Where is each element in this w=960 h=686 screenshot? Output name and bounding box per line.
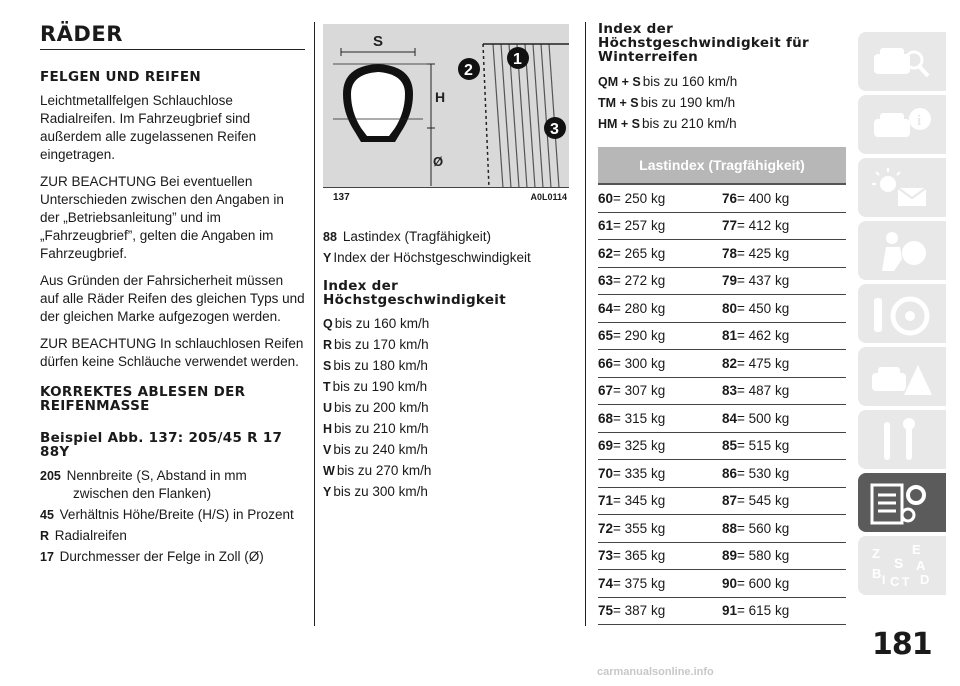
list-item [323,336,567,354]
load-value: = 500 kg [737,410,790,426]
tab-specifications[interactable] [858,473,946,532]
item-value: bis zu 210 km/h [642,116,737,131]
list-item [598,73,848,91]
column-divider-2 [585,22,586,626]
tab-car-search[interactable] [858,32,946,91]
load-value: = 475 kg [737,355,790,371]
load-index: 67 [598,383,614,399]
warning-lights-icon [870,166,934,210]
table-cell [598,218,722,233]
table-cell [598,356,722,371]
table-cell [598,273,722,288]
item-value: Nennbreite (S, Abstand in mm zwischen den Flanken) [66,468,247,501]
table-cell [598,521,722,536]
speed-index-list [323,315,567,501]
item-key: 205 [40,469,61,483]
table-row [598,350,846,378]
chapter-tabs [858,32,946,599]
watermark: carmanualsonline.info [597,666,714,678]
table-cell [722,576,846,591]
column-divider-1 [314,22,315,626]
item-value: bis zu 200 km/h [334,400,429,415]
load-index: 78 [722,245,738,261]
item-key: U [323,401,333,415]
table-row [598,598,846,626]
load-value: = 530 kg [737,465,790,481]
svg-text:E: E [912,544,921,557]
table-cell [598,493,722,508]
tab-breakdown[interactable] [858,347,946,406]
item-value: bis zu 210 km/h [334,421,429,436]
load-index: 79 [722,273,738,289]
list-item [40,527,305,545]
list-item [598,115,848,133]
table-cell [722,521,846,536]
item-key: Y [323,251,332,265]
load-index: 74 [598,575,614,591]
load-index: 91 [722,603,738,619]
column-2 [323,24,567,505]
table-row [598,433,846,461]
car-breakdown-icon [870,355,934,399]
car-search-icon [870,40,934,84]
load-index: 87 [722,493,738,509]
load-value: = 560 kg [737,520,790,536]
section-heading-winter: Index der Höchstgeschwindigkeit für Winterreifen [598,21,810,65]
load-index-table [598,147,846,625]
table-row [598,405,846,433]
table-row [598,295,846,323]
load-index: 72 [598,520,614,536]
tire-figure [323,24,569,210]
item-key: 45 [40,508,54,522]
tab-warning-lights[interactable] [858,158,946,217]
load-value: = 515 kg [737,438,790,454]
load-index: 77 [722,218,738,234]
load-value: = 290 kg [613,328,666,344]
table-cell [722,328,846,343]
load-index: 69 [598,438,614,454]
item-value: bis zu 300 km/h [333,484,428,499]
table-cell [722,493,846,508]
winter-speed-list [598,73,848,133]
item-key: 17 [40,550,54,564]
svg-text:A: A [916,558,926,573]
paragraph-4: ZUR BEACHTUNG In schlauchlosen Reifen dürfen keine Schläuche verwendet werden. [40,336,304,369]
label-s: S [373,33,384,50]
table-row [598,323,846,351]
list-item [323,228,567,246]
load-value: = 345 kg [613,493,666,509]
tab-airbag[interactable] [858,221,946,280]
list-item [40,548,305,566]
load-value: = 375 kg [613,575,666,591]
label-diameter: Ø [433,154,444,169]
airbag-person-icon [870,229,934,273]
callout-3: 3 [550,121,559,138]
figure-caption-bar [323,187,569,210]
list-item [323,378,567,396]
table-row [598,213,846,241]
tools-icon [870,418,934,462]
svg-text:D: D [920,572,930,587]
list-item [323,441,567,459]
item-key: R [40,529,50,543]
load-index: 90 [722,575,738,591]
load-value: = 425 kg [737,245,790,261]
list-item [323,462,567,480]
load-index: 83 [722,383,738,399]
label-h: H [435,89,446,105]
tire-code-list [40,467,305,566]
paragraph-2: ZUR BEACHTUNG Bei eventuellen Unterschieden zwischen den Angaben in der „Betriebsanleitung” und im „Fahrzeugbrief”, gelten die Angaben im Fahrzeugbrief. [40,174,284,261]
tire-cross-section-diagram [323,24,569,188]
table-cell [598,576,722,591]
load-value: = 580 kg [737,548,790,564]
column-1 [40,22,305,570]
load-index: 76 [722,190,738,206]
paragraph-3: Aus Gründen der Fahrsicherheit müssen auf alle Räder Reifen des gleichen Typs und der gleichen Marke aufgezogen werden. [40,273,305,324]
load-index: 70 [598,465,614,481]
item-value: bis zu 190 km/h [640,95,736,110]
item-key: Q [323,317,333,331]
table-cell [598,603,722,618]
item-value: bis zu 170 km/h [334,337,429,352]
table-cell [722,301,846,316]
table-cell [598,438,722,453]
load-index: 60 [598,190,614,206]
section-heading-felgen: FELGEN UND REIFEN [40,69,201,85]
load-index: 81 [722,328,738,344]
item-value: bis zu 180 km/h [333,358,428,373]
load-value: = 272 kg [613,273,666,289]
svg-text:C: C [890,574,900,588]
table-cell [598,246,722,261]
load-index: 89 [722,548,738,564]
load-index: 73 [598,548,614,564]
item-key: HM + S [598,117,641,131]
load-value: = 450 kg [737,300,790,316]
item-value: Verhältnis Höhe/Breite (H/S) in Prozent [59,507,294,522]
load-index: 61 [598,218,614,234]
car-info-icon [870,103,934,147]
list-item [40,467,305,503]
load-value: = 437 kg [737,273,790,289]
load-value: = 257 kg [613,218,666,234]
load-value: = 325 kg [613,438,666,454]
item-value: bis zu 190 km/h [332,379,428,394]
load-value: = 307 kg [613,383,666,399]
list-item [323,249,567,267]
load-value: = 265 kg [613,245,666,261]
item-value: bis zu 160 km/h [642,74,738,89]
steering-wheel-icon [870,292,934,336]
svg-text:Z: Z [872,546,880,561]
tab-steering[interactable] [858,284,946,343]
load-speed-list [323,228,567,267]
specifications-gear-icon [870,481,934,525]
load-index: 80 [722,300,738,316]
item-value: bis zu 240 km/h [333,442,428,457]
table-cell [598,548,722,563]
table-cell [722,603,846,618]
table-row [598,268,846,296]
item-value: Index der Höchstgeschwindigkeit [333,250,531,265]
load-index: 64 [598,300,614,316]
item-key: T [323,380,331,394]
load-index: 75 [598,603,614,619]
item-value: bis zu 270 km/h [336,463,432,478]
load-value: = 600 kg [737,575,790,591]
table-row [598,185,846,213]
load-value: = 487 kg [737,383,790,399]
table-cell [598,328,722,343]
load-index: 65 [598,328,614,344]
load-index: 86 [722,465,738,481]
item-value: Radialreifen [54,528,127,543]
load-value: = 462 kg [737,328,790,344]
list-item [323,420,567,438]
table-cell [722,466,846,481]
list-item [323,357,567,375]
load-value: = 545 kg [737,493,790,509]
load-value: = 365 kg [613,548,666,564]
load-value: = 355 kg [613,520,666,536]
section-heading-speed-index: Index der Höchstgeschwindigkeit [323,278,506,308]
table-cell [722,548,846,563]
item-value: Durchmesser der Felge in Zoll (Ø) [59,549,264,564]
item-key: QM + S [598,75,641,89]
callout-1: 1 [513,51,522,68]
table-cell [722,356,846,371]
table-row [598,240,846,268]
table-row [598,543,846,571]
item-key: W [323,464,335,478]
item-key: H [323,422,333,436]
load-index: 82 [722,355,738,371]
table-cell [722,246,846,261]
load-index: 71 [598,493,614,509]
item-key: V [323,443,332,457]
tab-tools[interactable] [858,410,946,469]
list-item [598,94,848,112]
svg-text:T: T [902,575,910,588]
load-value: = 387 kg [613,603,666,619]
load-value: = 315 kg [613,410,666,426]
table-cell [722,383,846,398]
table-cell [598,301,722,316]
load-value: = 615 kg [737,603,790,619]
figure-code: A0L0114 [530,192,567,202]
load-index: 88 [722,520,738,536]
paragraph-1: Leichtmetallfelgen Schlauchlose Radialreifen. Im Fahrzeugbrief sind außerdem alle zugelassenen Reifen eingetragen. [40,93,257,162]
table-header: Lastindex (Tragfähigkeit) [598,147,846,185]
table-cell [598,191,722,206]
tab-alphabet-index[interactable] [858,536,946,595]
load-index: 66 [598,355,614,371]
svg-text:B: B [872,566,882,581]
section-heading-korrekt: KORREKTES ABLESEN DER REIFENMASSE [40,384,246,414]
list-item [323,483,567,501]
list-item [323,399,567,417]
list-item [40,506,305,524]
svg-text:S: S [894,555,904,571]
item-key: S [323,359,332,373]
svg-text:i: i [917,113,922,129]
load-index: 62 [598,245,614,261]
load-index: 85 [722,438,738,454]
load-index: 63 [598,273,614,289]
load-value: = 250 kg [613,190,666,206]
load-value: = 412 kg [737,218,790,234]
table-cell [598,383,722,398]
table-cell [598,466,722,481]
list-item [323,315,567,333]
load-value: = 400 kg [737,190,790,206]
page-title: RÄDER [40,22,305,50]
table-cell [722,273,846,288]
table-cell [722,411,846,426]
figure-number: 137 [333,192,350,203]
column-3 [598,22,848,625]
load-index: 84 [722,410,738,426]
alphabet-index-icon [870,544,934,588]
callout-2: 2 [464,62,473,79]
table-cell [722,438,846,453]
table-cell [722,218,846,233]
load-index: 68 [598,410,614,426]
table-body [598,185,846,625]
table-row [598,515,846,543]
item-key: Y [323,485,332,499]
item-value: Lastindex (Tragfähigkeit) [342,229,491,244]
table-row [598,378,846,406]
load-value: = 335 kg [613,465,666,481]
table-row [598,570,846,598]
page-number: 181 [872,627,932,662]
table-row [598,488,846,516]
item-key: 88 [323,230,337,244]
table-cell [722,191,846,206]
item-key: R [323,338,333,352]
svg-text:I: I [882,573,886,587]
section-heading-beispiel: Beispiel Abb. 137: 205/45 R 17 88Y [40,430,283,460]
load-value: = 300 kg [613,355,666,371]
table-row [598,460,846,488]
table-cell [598,411,722,426]
tab-car-info[interactable] [858,95,946,154]
item-value: bis zu 160 km/h [334,316,430,331]
item-key: TM + S [598,96,639,110]
load-value: = 280 kg [613,300,666,316]
